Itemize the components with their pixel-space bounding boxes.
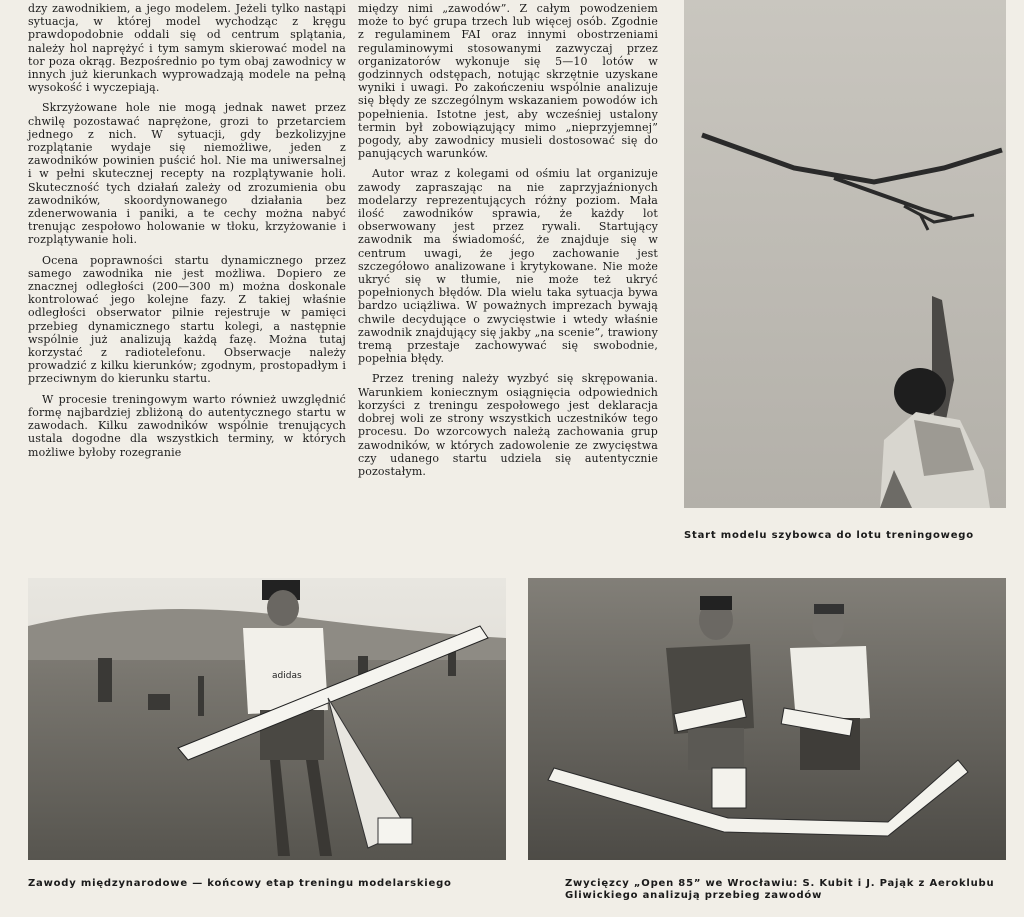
paragraph: Przez trening należy wyzbyć się skrępowania. Warunkiem koniecznym osiągnięcia odpowiednich korzyści z treningu zespołowego jest deklaracja dobrej woli ze strony wszystkich uczestników tego procesu. Do wzorcowych należą zachowania grup zawodników, w których zadowolenie ze zwycięstwa czy udanego startu udziela się autentycznie pozostałym. [358, 372, 658, 478]
paragraph: między nimi „zawodów”. Z całym powodzeniem może to być grupa trzech lub więcej osób. Zgodnie z regulaminem FAI oraz innymi obostrzeniami regulaminowymi stosowanymi zazwyczaj przez organizatorów wykonuje się 5—10 lotów w godzinnych odstępach, notując skrzętnie uzyskane wyniki i uwagi. Po zakończeniu wspólnie analizuje się błędy ze szczególnym wskazaniem powodów ich popełnienia. Istotne jest, aby wcześniej ustalony termin był zobowiązujący mimo „nieprzyjemnej” pogody, aby zawodnicy musieli dostosować się do panujących warunków. [358, 2, 658, 161]
caption-bottom-right: Zwycięzcy „Open 85” we Wrocławiu: S. Kubit i J. Pająk z Aeroklubu Gliwickiego analizują przebieg zawodów [565, 878, 995, 901]
photo-competition-field [28, 578, 506, 860]
photo-glider-launch [684, 0, 1006, 508]
paragraph: dzy zawodnikiem, a jego modelem. Jeżeli tylko nastąpi sytuacja, w której model wychodząc z kręgu prawdopodobnie oddali się od centrum splątania, należy hol naprężyć i tym samym skierować model na tor poza okrąg. Bezpośrednio po tym obaj zawodnicy w innych już kierunkach wyprowadzają modele na pełną wysokość i wyczepiają. [28, 2, 346, 95]
text-column-1 [28, 2, 346, 466]
photo-winners [528, 578, 1006, 860]
text-column-2 [358, 2, 658, 485]
paragraph: Skrzyżowane hole nie mogą jednak nawet przez chwilę pozostawać naprężone, grozi to przetarciem jednego z nich. W sytuacji, gdy bezkolizyjne rozplątanie wydaje się niemożliwe, jeden z zawodników powinien puścić hol. Nie ma uniwersalnej i w pełni skutecznej recepty na rozplątywanie holi. Skuteczność tych działań zależy od zrozumienia obu zawodników, skoordynowanego działania bez zdenerwowania i paniki, a te cechy można nabyć trenując zespołowo holowanie w tłoku, krzyżowanie i rozplątywanie holi. [28, 101, 346, 247]
paragraph: Ocena poprawności startu dynamicznego przez samego zawodnika nie jest możliwa. Dopiero ze znacznej odległości (200—300 m) można doskonale kontrolować jego kolejne fazy. Z takiej właśnie odległości obserwator pilnie rejestruje w pamięci przebieg dynamicznego startu kolegi, a następnie wspólnie już analizują każdą fazę. Można tutaj korzystać z radiotelefonu. Obserwacje należy prowadzić z kilku kierunków; zgodnym, prostopadłym i przeciwnym do kierunku startu. [28, 253, 346, 386]
shirt-logo: adidas [272, 671, 302, 681]
caption-bottom-left: Zawody międzynarodowe — końcowy etap treningu modelarskiego [28, 878, 452, 889]
caption-top-right: Start modelu szybowca do lotu treningowego [684, 530, 974, 541]
paragraph: Autor wraz z kolegami od ośmiu lat organizuje zawody zapraszając na nie zaprzyjaźnionych modelarzy reprezentujących różny poziom. Mała ilość zawodników sprawia, że każdy lot obserwowany jest przez rywali. Startujący zawodnik ma świadomość, że znajduje się w centrum uwagi, że jego zachowanie jest szczegółowo analizowane i krytykowane. Nie może ukryć się w tłumie, nie może też ukryć popełnionych błędów. Dla wielu taka sytuacja bywa bardzo uciążliwa. W poważnych imprezach bywają chwile decydujące o zwycięstwie i wtedy właśnie zawodnik znajdujący się jakby „na scenie”, trawiony tremą przestaje zachowywać się swobodnie, popełnia błędy. [358, 167, 658, 366]
paragraph: W procesie treningowym warto również uwzględnić formę najbardziej zbliżoną do autentycznego startu w zawodach. Kilku zawodników wspólnie trenujących ustala dogodne dla wszystkich terminy, w których możliwe byłoby rozegranie [28, 392, 346, 459]
